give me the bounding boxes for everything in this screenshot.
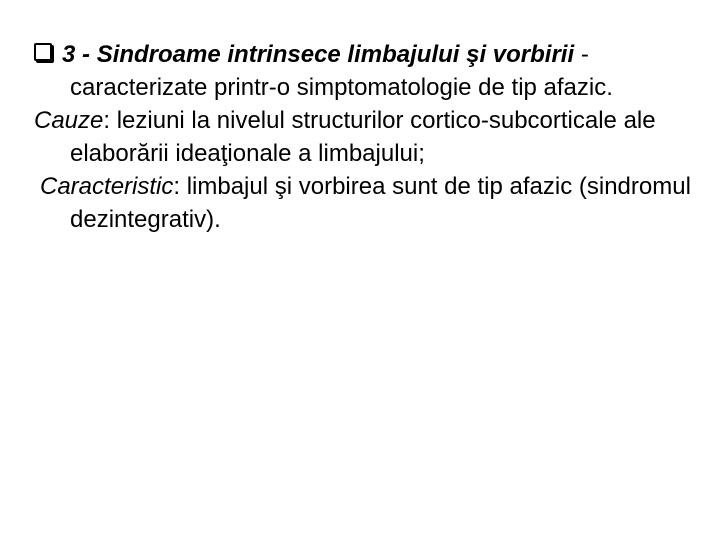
cauze-term: Cauze [34, 107, 104, 134]
heading-paragraph [34, 38, 694, 104]
heading-title: Sindroame intrinsece limbajului şi vorbirii [96, 41, 575, 68]
checkbox-bullet-icon [34, 43, 52, 61]
caracteristic-paragraph [34, 170, 694, 236]
heading-subtitle: - caracterizate printr-o simptomatologie de tip afazic. [70, 41, 613, 101]
caracteristic-term: Caracteristic [40, 173, 174, 200]
cauze-paragraph [34, 104, 694, 170]
slide-text-block [34, 38, 694, 236]
caracteristic-text: : limbajul şi vorbirea sunt de tip afazic (sindromul dezintegrativ). [70, 173, 691, 233]
heading-number: 3 - [62, 41, 97, 68]
cauze-text: : leziuni la nivelul structurilor cortico-subcorticale ale elaborării ideaţionale a limbajului; [70, 107, 656, 167]
